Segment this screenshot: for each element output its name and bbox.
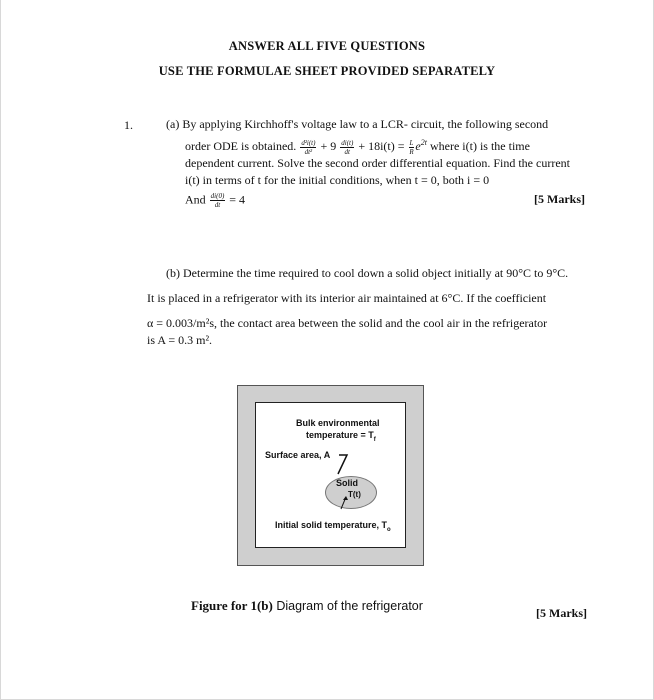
first-derivative-fraction: $\frac{di(t)}{dt}$ [341,138,354,156]
part-a-marks: [5 Marks] [534,192,585,206]
ode-tail: where i(t) is the time [429,139,530,153]
part-b-line-2: It is placed in a refrigerator with its interior air maintained at 6°C. If the coefficient [147,291,547,305]
solid-temperature-arrow-head [343,496,348,500]
instruction-header: ANSWER ALL FIVE QUESTIONS [228,39,426,53]
part-b-line-4: is A = 0.3 m². [147,333,213,347]
exponential-power: 2t [420,138,427,147]
initial-derivative-value: = 4 [229,192,246,207]
initial-derivative-fraction: $\frac{di(0)}{dt}$ [210,192,225,209]
question-number: 1. [124,118,133,132]
bulk-temperature-label-line-1: Bulk environmental [296,418,380,428]
bulk-temperature-label-line-2: temperature = $T_f$ [306,430,376,443]
part-b-line-3: α = 0.003/m²s, the contact area between the solid and the cool air in the refrigerator [147,316,548,330]
figure-caption-label: Figure for 1(b) [191,598,273,613]
ode-intro: order ODE is obtained. [185,139,297,153]
part-b-line-1: (b) Determine the time required to cool down a solid object initially at 90°C to 9°C. [166,266,569,280]
and-word: And [185,192,206,207]
surface-area-pointer [338,455,347,474]
formulae-sheet-header: USE THE FORMULAE SHEET PROVIDED SEPARATELY [158,64,496,78]
plus-nine: + 9 [320,139,337,153]
surface-area-label: Surface area, A [265,450,331,460]
initial-temperature-label: Initial solid temperature, $T_o$ [275,520,391,533]
ode-middle: + 18i(t) = [358,139,405,153]
solid-temperature-label: T(t) [348,490,361,499]
figure-caption [191,598,423,614]
part-a-line-4: i(t) in terms of t for the initial conditions, when t = 0, both i = 0 [185,173,490,187]
figure-caption-text: Diagram of the refrigerator [272,599,423,613]
second-derivative-fraction: $\frac{\text{d²i(t)}}{\text{dt²}}$ [301,138,316,156]
l-over-r-fraction: $\frac{L}{R}$ [409,138,414,156]
part-a-line-1: (a) By applying Kirchhoff's voltage law to a LCR- circuit, the following second [166,117,549,131]
part-b-marks: [5 Marks] [536,606,587,620]
solid-label: Solid [336,478,358,488]
part-a-line-3: dependent current. Solve the second order differential equation. Find the current [185,156,570,170]
exponential-base: e [415,139,421,153]
